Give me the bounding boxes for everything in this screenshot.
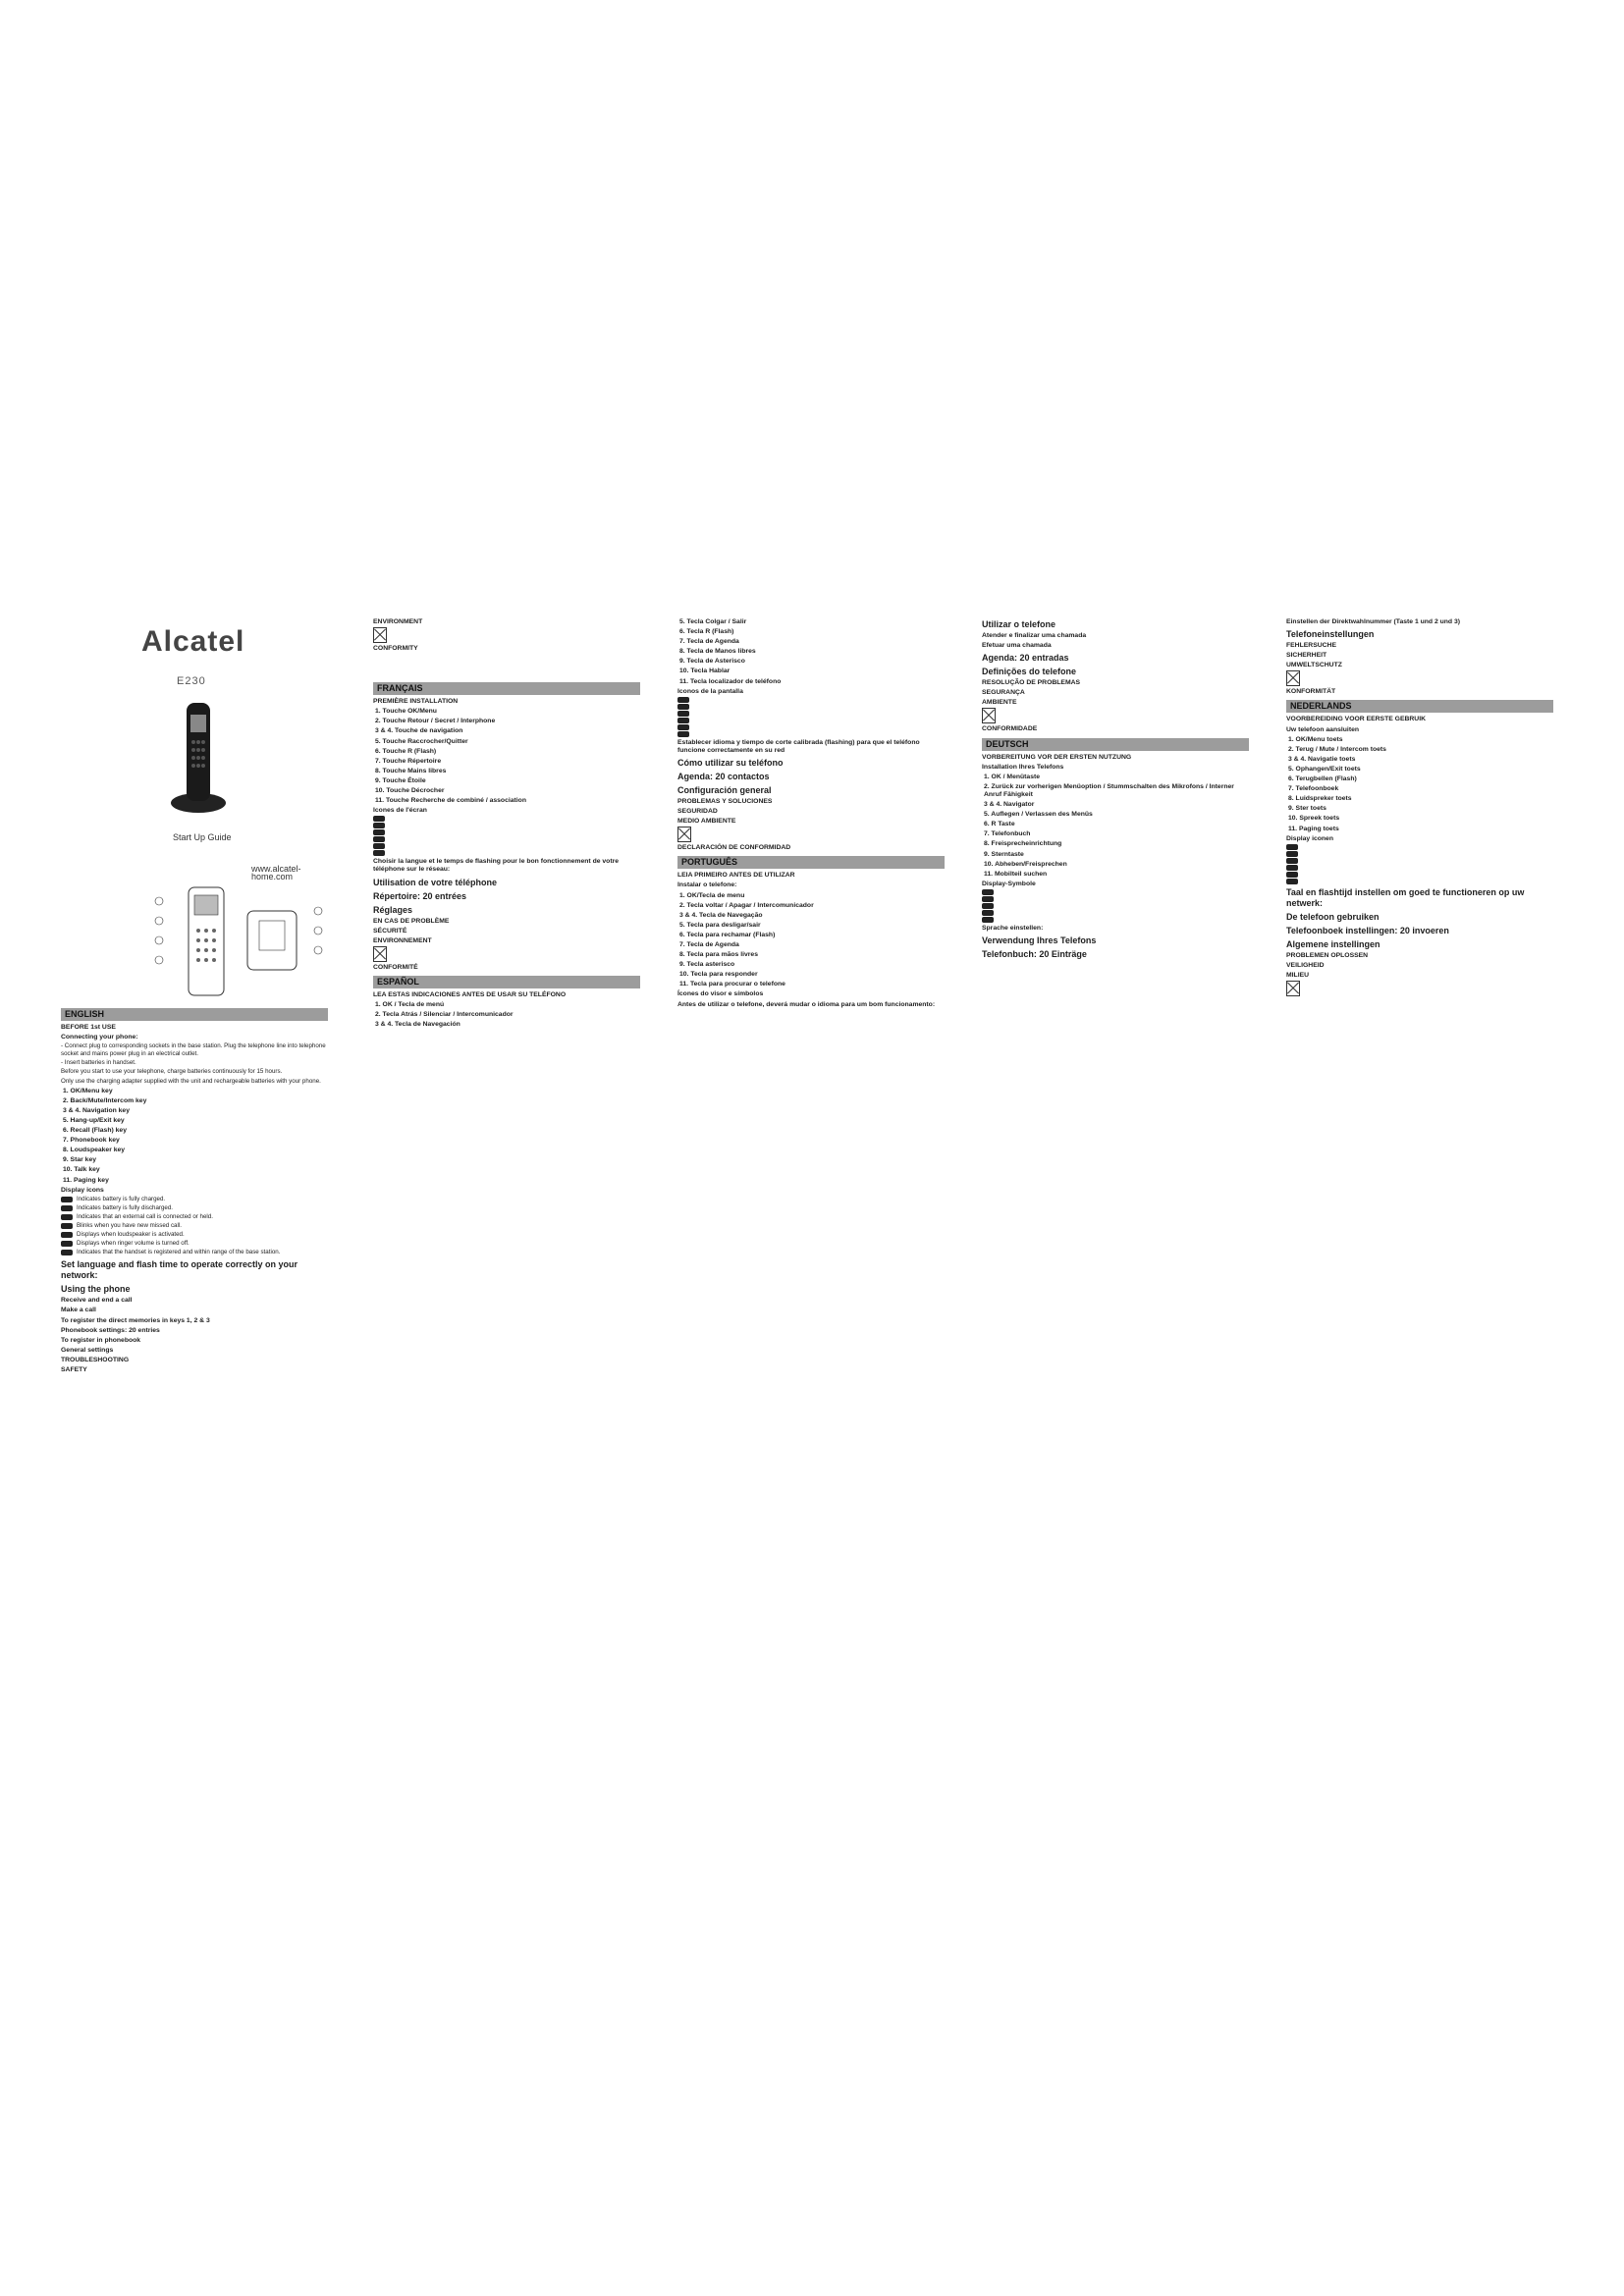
- heading-veiligheid: VEILIGHEID: [1286, 961, 1325, 969]
- key-item: 2. Terug / Mute / Intercom toets: [1288, 745, 1386, 753]
- key-item: 6. Terugbellen (Flash): [1288, 775, 1357, 783]
- call-icon: [61, 1214, 73, 1220]
- key-item: 7. Tecla de Agenda: [679, 940, 739, 948]
- missed-call-icon: [373, 836, 385, 842]
- english-section: [61, 1004, 328, 1375]
- website-url: www.alcatel-home.com: [251, 864, 301, 882]
- key-item: 8. Luidspreker toets: [1288, 795, 1352, 803]
- missed-call-icon: [61, 1223, 73, 1229]
- column-portuguese-german: [982, 616, 1249, 961]
- loudspeaker-icon: [677, 724, 689, 730]
- heading-general-settings: General settings: [61, 1346, 114, 1354]
- heading-reglages: Réglages: [373, 904, 413, 915]
- key-item: 1. OK / Tecla de menú: [375, 1000, 445, 1008]
- key-item: 10. Talk key: [63, 1166, 100, 1174]
- heading-iconos: Iconos de la pantalla: [677, 687, 743, 695]
- heading-instalar: Instalar o telefone:: [677, 881, 737, 889]
- section-header-english: ENGLISH: [61, 1008, 328, 1021]
- section-header-spanish: ESPAÑOL: [373, 976, 640, 988]
- heading-telefonbuch: Telefonbuch: 20 Einträge: [982, 948, 1087, 959]
- text-adapter: Only use the charging adapter supplied with the unit and rechargeable batteries with your phone.: [61, 1077, 321, 1085]
- heading-sprache: Sprache einstellen:: [982, 924, 1044, 932]
- weee-row: [373, 627, 640, 643]
- key-item: 10. Tecla Hablar: [679, 667, 731, 675]
- brand-logo: Alcatel: [141, 625, 245, 658]
- icon-row: [677, 718, 945, 723]
- heading-como: Cómo utilizar su teléfono: [677, 757, 784, 768]
- heading-milieu: MILIEU: [1286, 971, 1310, 979]
- weee-bin-icon: [677, 827, 691, 842]
- loudspeaker-icon: [61, 1232, 73, 1238]
- heading-icones-pt: Ícones do visor e símbolos: [677, 990, 764, 998]
- ringer-off-icon: [373, 850, 385, 856]
- text-insert: - Insert batteries in handset.: [61, 1059, 136, 1067]
- heading-resolucao: RESOLUÇÃO DE PROBLEMAS: [982, 679, 1081, 687]
- key-item: 7. Phonebook key: [63, 1137, 120, 1145]
- heading-medio: MEDIO AMBIENTE: [677, 818, 736, 826]
- icon-desc: Blinks when you have new missed call.: [77, 1221, 182, 1229]
- battery-full-icon: [982, 889, 994, 895]
- key-item: 7. Telefonbuch: [984, 830, 1031, 838]
- icon-row: [982, 903, 1249, 909]
- key-item: 7. Touche Répertoire: [375, 757, 442, 765]
- key-item: 11. Tecla para procurar o telefone: [679, 981, 785, 988]
- heading-establecer: Establecer idioma y tiempo de corte calibrada (flashing) para que el teléfono funcione correctamente en su red: [677, 738, 920, 754]
- key-item: 3 & 4. Navigation key: [63, 1106, 130, 1114]
- column-german-dutch: [1286, 616, 1553, 997]
- key-item: 8. Loudspeaker key: [63, 1147, 126, 1154]
- key-item: 2. Back/Mute/Intercom key: [63, 1096, 147, 1104]
- icon-row: [373, 816, 640, 822]
- heading-environment: ENVIRONMENT: [373, 618, 423, 625]
- weee-row: [677, 827, 945, 842]
- heading-using-phone: Using the phone: [61, 1284, 131, 1295]
- heading-installation: Installation Ihres Telefons: [982, 763, 1064, 771]
- heading-securite: SÉCURITÉ: [373, 927, 407, 934]
- weee-bin-icon: [982, 708, 996, 723]
- key-item: 9. Tecla de Asterisco: [679, 658, 745, 666]
- key-item: 8. Touche Mains libres: [375, 767, 447, 774]
- icon-desc: Indicates that an external call is connected or held.: [77, 1212, 213, 1220]
- heading-uw: Uw telefoon aansluiten: [1286, 725, 1360, 733]
- text-charge: Before you start to use your telephone, charge batteries continuously for 15 hours.: [61, 1068, 283, 1076]
- handset-diagram: [149, 881, 326, 999]
- icon-row: [61, 1204, 328, 1212]
- icon-row: [61, 1231, 328, 1239]
- cover: [61, 616, 328, 999]
- key-item: 3 & 4. Navigator: [984, 801, 1035, 809]
- column-french: [373, 616, 640, 1030]
- heading-conformity: CONFORMITY: [373, 645, 418, 653]
- icon-row: [677, 724, 945, 730]
- icon-row: [373, 823, 640, 828]
- missed-call-icon: [982, 910, 994, 916]
- heading-leia: LEIA PRIMEIRO ANTES DE UTILIZAR: [677, 872, 795, 880]
- heading-phonebook: Phonebook settings: 20 entries: [61, 1326, 160, 1334]
- key-item: 3 & 4. Navigatie toets: [1288, 755, 1356, 763]
- key-item: 2. Zurück zur vorherigen Menüoption / Stummschalten des Mikrofons / Interner Anruf Fähigkeit: [984, 782, 1234, 798]
- weee-row: [373, 946, 640, 962]
- battery-empty-icon: [677, 704, 689, 710]
- weee-row: [1286, 670, 1553, 686]
- heading-agenda-pt: Agenda: 20 entradas: [982, 653, 1069, 664]
- phone-image: [169, 697, 228, 815]
- heading-troubleshooting: TROUBLESHOOTING: [61, 1356, 130, 1363]
- key-item: 11. Touche Recherche de combiné / association: [375, 797, 526, 805]
- heading-sicherheit: SICHERHEIT: [1286, 652, 1327, 660]
- heading-fehler: FEHLERSUCHE: [1286, 642, 1336, 650]
- icon-row: [61, 1249, 328, 1256]
- battery-full-icon: [677, 697, 689, 703]
- column-spanish-portuguese: [677, 616, 945, 1010]
- key-item: 10. Spreek toets: [1288, 815, 1340, 823]
- heading-display-icons: Display icons: [61, 1186, 104, 1194]
- key-item: 9. Touche Étoile: [375, 776, 426, 784]
- icon-row: [61, 1240, 328, 1248]
- key-item: 9. Sterntaste: [984, 850, 1024, 858]
- key-item: 6. Tecla para rechamar (Flash): [679, 931, 776, 938]
- key-item: 2. Tecla Atrás / Silenciar / Intercomunicador: [375, 1011, 514, 1019]
- icon-desc: Indicates battery is fully discharged.: [77, 1203, 174, 1211]
- heading-probleme: EN CAS DE PROBLÈME: [373, 917, 450, 925]
- section-header-dutch: NEDERLANDS: [1286, 700, 1553, 713]
- heading-umwelt: UMWELTSCHUTZ: [1286, 662, 1342, 669]
- heading-einstellen: Einstellen der Direktwahlnummer (Taste 1 und 2 und 3): [1286, 618, 1461, 625]
- heading-ambiente: AMBIENTE: [982, 699, 1017, 707]
- key-item: 1. Touche OK/Menu: [375, 708, 437, 716]
- battery-empty-icon: [61, 1205, 73, 1211]
- battery-full-icon: [1286, 844, 1298, 850]
- section-header-german: DEUTSCH: [982, 738, 1249, 751]
- icon-desc: Displays when loudspeaker is activated.: [77, 1231, 185, 1239]
- key-item: 3 & 4. Touche de navigation: [375, 727, 463, 735]
- heading-conformite: CONFORMITÉ: [373, 963, 418, 971]
- weee-bin-icon: [1286, 670, 1300, 686]
- ringer-off-icon: [1286, 879, 1298, 884]
- heading-display-nl: Display iconen: [1286, 834, 1333, 842]
- key-item: 9. Tecla asterisco: [679, 961, 735, 969]
- key-item: 9. Ster toets: [1288, 805, 1326, 813]
- icon-row: [1286, 858, 1553, 864]
- call-icon: [373, 829, 385, 835]
- heading-lea: LEA ESTAS INDICACIONES ANTES DE USAR SU TELÉFONO: [373, 990, 567, 998]
- call-icon: [982, 903, 994, 909]
- icon-row: [1286, 879, 1553, 884]
- weee-bin-icon: [1286, 981, 1300, 996]
- key-item: 5. Ophangen/Exit toets: [1288, 765, 1361, 773]
- heading-environnement: ENVIRONNEMENT: [373, 936, 432, 944]
- icon-row: [677, 704, 945, 710]
- heading-before-use: BEFORE 1st USE: [61, 1024, 116, 1031]
- heading-register: To register in phonebook: [61, 1336, 141, 1344]
- key-item: 11. Mobilteil suchen: [984, 870, 1048, 878]
- key-item: 5. Touche Raccrocher/Quitter: [375, 737, 468, 745]
- key-item: 3 & 4. Tecla de Navegação: [679, 911, 763, 919]
- key-item: 1. OK/Menu toets: [1288, 735, 1343, 743]
- key-item: 11. Paging toets: [1288, 825, 1339, 832]
- battery-full-icon: [373, 816, 385, 822]
- key-item: 7. Tecla de Agenda: [679, 638, 739, 646]
- weee-row: [1286, 981, 1553, 996]
- icon-row: [373, 829, 640, 835]
- heading-icones: Icones de l'écran: [373, 807, 427, 815]
- key-item: 1. OK/Menu key: [63, 1087, 113, 1095]
- icon-row: [373, 843, 640, 849]
- icon-row: [61, 1222, 328, 1230]
- icon-row: [1286, 872, 1553, 878]
- loudspeaker-icon: [982, 917, 994, 923]
- key-item: 2. Tecla voltar / Apagar / Intercomunicador: [679, 901, 814, 909]
- icon-row: [1286, 865, 1553, 871]
- heading-definicoes: Definições do telefone: [982, 667, 1077, 677]
- icon-row: [677, 731, 945, 737]
- heading-voorbereiding: VOORBEREIDING VOOR EERSTE GEBRUIK: [1286, 716, 1426, 723]
- heading-utilisation: Utilisation de votre téléphone: [373, 877, 498, 887]
- heading-config: Configuración general: [677, 784, 772, 795]
- icon-desc: Displays when ringer volume is turned off.: [77, 1240, 189, 1248]
- key-item: 1. OK/Tecla de menu: [679, 891, 745, 899]
- icon-row: [982, 910, 1249, 916]
- heading-konform: KONFORMITÄT: [1286, 688, 1336, 696]
- loudspeaker-icon: [1286, 872, 1298, 878]
- heading-gebruiken: De telefoon gebruiken: [1286, 911, 1380, 922]
- battery-full-icon: [61, 1197, 73, 1202]
- icon-row: [373, 850, 640, 856]
- heading-seguridad: SEGURIDAD: [677, 808, 718, 816]
- heading-conformidade: CONFORMIDADE: [982, 725, 1038, 733]
- icon-row: [677, 697, 945, 703]
- key-item: 6. Recall (Flash) key: [63, 1127, 127, 1135]
- icon-row: [677, 711, 945, 717]
- key-item: 10. Touche Décrocher: [375, 787, 445, 795]
- section-header-french: FRANÇAIS: [373, 682, 640, 695]
- battery-empty-icon: [982, 896, 994, 902]
- heading-receive-call: Receive and end a call: [61, 1297, 133, 1305]
- key-item: 9. Star key: [63, 1156, 97, 1164]
- missed-call-icon: [677, 718, 689, 723]
- heading-declaracion: DECLARACIÓN DE CONFORMIDAD: [677, 844, 791, 852]
- heading-make-call: Make a call: [61, 1307, 96, 1314]
- heading-direct-memories: To register the direct memories in keys 1, 2 & 3: [61, 1316, 210, 1324]
- missed-call-icon: [1286, 865, 1298, 871]
- battery-empty-icon: [1286, 851, 1298, 857]
- heading-verwendung: Verwendung Ihres Telefons: [982, 934, 1097, 945]
- icon-row: [982, 896, 1249, 902]
- weee-row: [982, 708, 1249, 723]
- key-item: 8. Tecla para mãos livres: [679, 951, 758, 959]
- icon-row: [61, 1213, 328, 1221]
- section-header-portuguese: PORTUGUÊS: [677, 856, 945, 869]
- heading-agenda: Agenda: 20 contactos: [677, 771, 770, 781]
- manual-sheet: [61, 616, 1624, 1726]
- text-connect: - Connect plug to corresponding sockets in the base station. Plug the telephone line into telephone socket and mains power plug in an electrical outlet.: [61, 1042, 326, 1058]
- weee-bin-icon: [373, 627, 387, 643]
- icon-desc: Indicates battery is fully charged.: [77, 1195, 166, 1202]
- icon-row: [982, 917, 1249, 923]
- heading-telefoonboek: Telefoonboek instellingen: 20 invoeren: [1286, 925, 1449, 935]
- key-item: 5. Auflegen / Verlassen des Menüs: [984, 811, 1093, 819]
- heading-efetuar: Efetuar uma chamada: [982, 642, 1052, 650]
- key-item: 1. OK / Menütaste: [984, 773, 1041, 780]
- call-icon: [1286, 858, 1298, 864]
- icon-row: [982, 889, 1249, 895]
- key-item: 11. Paging key: [63, 1176, 109, 1184]
- heading-connecting: Connecting your phone:: [61, 1034, 138, 1041]
- heading-utilizar: Utilizar o telefone: [982, 619, 1056, 629]
- heading-algemeen: Algemene instellingen: [1286, 938, 1380, 949]
- key-item: 5. Tecla Colgar / Salir: [679, 618, 747, 625]
- key-item: 3 & 4. Tecla de Navegación: [375, 1021, 460, 1029]
- heading-vorbereitung: VORBEREITUNG VOR DER ERSTEN NUTZUNG: [982, 753, 1132, 761]
- key-item: 6. R Taste: [984, 821, 1015, 828]
- heading-einstellungen: Telefoneinstellungen: [1286, 629, 1375, 640]
- heading-seguranca: SEGURANÇA: [982, 689, 1025, 697]
- battery-empty-icon: [373, 823, 385, 828]
- heading-taal: Taal en flashtijd instellen om goed te functioneren op uw netwerk:: [1286, 886, 1525, 908]
- heading-atender: Atender e finalizar uma chamada: [982, 632, 1087, 639]
- key-item: 10. Tecla para responder: [679, 971, 758, 979]
- icon-row: [373, 836, 640, 842]
- heading-safety: SAFETY: [61, 1366, 87, 1373]
- guide-title: Start Up Guide: [173, 832, 232, 842]
- key-item: 5. Hang-up/Exit key: [63, 1116, 125, 1124]
- ringer-off-icon: [61, 1241, 73, 1247]
- key-item: 8. Freisprecheinrichtung: [984, 840, 1062, 848]
- key-item: 10. Abheben/Freisprechen: [984, 860, 1067, 868]
- icon-row: [1286, 851, 1553, 857]
- key-item: 11. Tecla localizador de teléfono: [679, 677, 782, 685]
- heading-display-de: Display-Symbole: [982, 880, 1036, 887]
- weee-bin-icon: [373, 946, 387, 962]
- heading-repertoire: Répertoire: 20 entrées: [373, 890, 467, 901]
- loudspeaker-icon: [373, 843, 385, 849]
- key-item: 2. Touche Retour / Secret / Interphone: [375, 718, 496, 725]
- key-item: 7. Telefoonboek: [1288, 785, 1339, 793]
- icon-desc: Indicates that the handset is registered and within range of the base station.: [77, 1249, 281, 1256]
- heading-premiere: PREMIÈRE INSTALLATION: [373, 698, 459, 706]
- heading-problemen: PROBLEMEN OPLOSSEN: [1286, 951, 1369, 959]
- call-icon: [677, 711, 689, 717]
- heading-language: Set language and flash time to operate correctly on your network:: [61, 1259, 298, 1281]
- key-item: 8. Tecla de Manos libres: [679, 648, 756, 656]
- antenna-icon: [61, 1250, 73, 1255]
- key-item: 6. Tecla R (Flash): [679, 628, 734, 636]
- icon-row: [1286, 844, 1553, 850]
- icon-row: [61, 1196, 328, 1203]
- key-item: 5. Tecla para desligar/sair: [679, 921, 761, 929]
- heading-problemas: PROBLEMAS Y SOLUCIONES: [677, 797, 773, 805]
- heading-langue: Choisir la langue et le temps de flashing pour le bon fonctionnement de votre téléphone sur le réseau:: [373, 858, 620, 874]
- model-name: E230: [177, 675, 206, 687]
- key-item: 6. Touche R (Flash): [375, 747, 437, 755]
- heading-antes: Antes de utilizar o telefone, deverá mudar o idioma para um bom funcionamento:: [677, 1000, 936, 1008]
- ringer-off-icon: [677, 731, 689, 737]
